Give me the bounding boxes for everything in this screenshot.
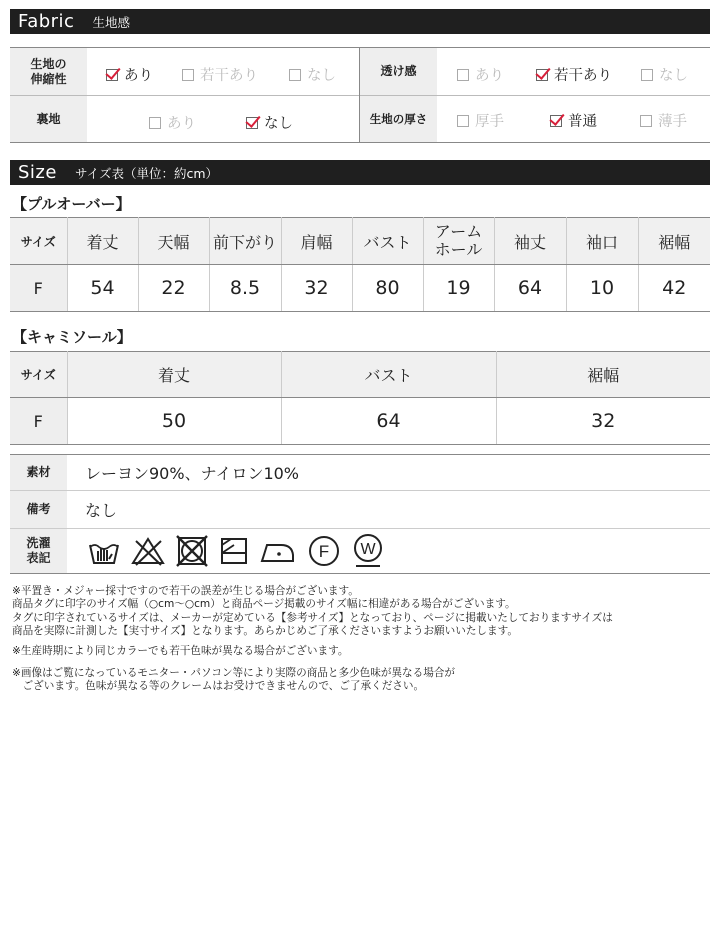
stretch-option-slight: 若干あり — [182, 64, 258, 85]
lining-label: 裏地 — [10, 96, 87, 142]
pullover-size-table — [10, 217, 710, 312]
sheer-option-no: なし — [641, 64, 688, 85]
stretch-option-yes: あり — [106, 64, 153, 85]
size-label-cell: サイズ — [10, 218, 67, 265]
column-header: 袖丈 — [494, 218, 566, 265]
checkbox-icon — [149, 117, 161, 129]
checkbox-icon — [641, 69, 653, 81]
size-subtitle: サイズ表（単位：約cm） — [74, 165, 219, 181]
wet-clean-w-icon — [351, 533, 385, 569]
size-label-cell: サイズ — [10, 352, 67, 398]
measurement-cell: 22 — [138, 265, 209, 312]
svg-text:W: W — [360, 541, 376, 558]
pullover-title: 【プルオーバー】 — [12, 195, 131, 213]
sheer-option-yes: あり — [457, 64, 504, 85]
hand-wash-icon — [87, 535, 121, 567]
no-bleach-icon — [131, 535, 165, 567]
fabric-title: Fabric — [18, 11, 75, 32]
measurement-cell: 54 — [67, 265, 138, 312]
checked-checkbox-icon — [536, 69, 548, 81]
sheer-option-slight: 若干あり — [536, 64, 612, 85]
size-value-cell: F — [10, 265, 67, 312]
fabric-table — [10, 47, 710, 143]
monitor-note — [12, 667, 455, 694]
measurement-cell: 50 — [67, 398, 281, 445]
column-header: 袖口 — [566, 218, 638, 265]
measurement-cell: 19 — [423, 265, 494, 312]
checkbox-icon — [457, 115, 469, 127]
column-header: 肩幅 — [281, 218, 352, 265]
low-iron-icon — [259, 535, 297, 567]
measurement-cell: 64 — [281, 398, 496, 445]
no-tumble-dry-icon — [175, 535, 209, 567]
note-line: 商品を実際に計測した【実寸サイズ】となります。あらかじめご了承くださいますようお願いいたします。 — [12, 625, 518, 638]
fabric-header-bar — [10, 9, 710, 34]
material-value: レーヨン90%、ナイロン10% — [85, 464, 300, 483]
size-header-bar — [10, 160, 710, 185]
checked-checkbox-icon — [246, 117, 258, 129]
checkbox-icon — [640, 115, 652, 127]
column-header: バスト — [352, 218, 423, 265]
checked-checkbox-icon — [106, 69, 118, 81]
measurement-notes — [12, 585, 613, 639]
note-line: ※生産時期により同じカラーでも若干色味が異なる場合がございます。 — [12, 645, 349, 657]
checkbox-icon — [457, 69, 469, 81]
lining-option-yes: あり — [149, 112, 196, 133]
svg-text:F: F — [318, 542, 330, 561]
remarks-value: なし — [85, 501, 118, 520]
column-header: 裾幅 — [638, 218, 710, 265]
remarks-label: 備考 — [10, 491, 67, 528]
remarks-row — [10, 491, 710, 529]
thickness-option-normal: 普通 — [550, 110, 597, 131]
sheer-label: 透け感 — [360, 48, 437, 95]
checkbox-icon — [182, 69, 194, 81]
checkbox-icon — [289, 69, 301, 81]
material-table — [10, 454, 710, 574]
care-label: 洗濯 表記 — [10, 529, 67, 573]
column-header: バスト — [281, 352, 496, 398]
stretch-label: 生地の 伸縮性 — [10, 48, 87, 95]
column-header: 着丈 — [67, 218, 138, 265]
measurement-cell: 32 — [496, 398, 710, 445]
note-line: 商品タグに印字のサイズ幅（○cm〜○cm）と商品ページ掲載のサイズ幅に相違がある場合がございます。 — [12, 598, 516, 611]
measurement-cell: 80 — [352, 265, 423, 312]
checked-checkbox-icon — [550, 115, 562, 127]
lining-option-no: なし — [246, 112, 293, 133]
camisole-title: 【キャミソール】 — [12, 328, 132, 346]
care-icons — [67, 529, 385, 573]
dry-clean-f-icon — [307, 534, 341, 568]
note-line: ※平置き・メジャー採寸ですので若干の誤差が生じる場合がございます。 — [12, 585, 359, 597]
note-line: タグに印字されているサイズは、メーカーが定めている【参考サイズ】となっており、ページに掲載いたしておりますサイズは — [12, 611, 613, 624]
thickness-option-thin: 薄手 — [640, 110, 687, 131]
column-header: 裾幅 — [496, 352, 710, 398]
care-row — [10, 529, 710, 573]
line-dry-shade-icon — [219, 535, 249, 567]
size-value-cell: F — [10, 398, 67, 445]
measurement-cell: 32 — [281, 265, 352, 312]
note-line: ※画像はご覧になっているモニター・パソコン等により実際の商品と多少色味が異なる場合が — [12, 667, 456, 679]
thickness-option-thick: 厚手 — [457, 110, 504, 131]
size-title: Size — [18, 162, 57, 183]
material-label: 素材 — [10, 455, 67, 490]
column-header: 前下がり — [209, 218, 281, 265]
measurement-cell: 64 — [494, 265, 566, 312]
fabric-subtitle: 生地感 — [92, 14, 130, 30]
measurement-cell: 8.5 — [209, 265, 281, 312]
thickness-label: 生地の厚さ — [360, 96, 437, 142]
column-header: 着丈 — [67, 352, 281, 398]
camisole-size-table — [10, 351, 710, 445]
stretch-option-no: なし — [289, 64, 336, 85]
note-line: ございます。色味が異なる等のクレームはお受けできませんので、ご了承ください。 — [12, 680, 425, 693]
color-note — [12, 645, 348, 658]
measurement-cell: 42 — [638, 265, 710, 312]
column-header: アーム ホール — [423, 218, 494, 265]
material-row — [10, 455, 710, 491]
column-header: 天幅 — [138, 218, 209, 265]
measurement-cell: 10 — [566, 265, 638, 312]
